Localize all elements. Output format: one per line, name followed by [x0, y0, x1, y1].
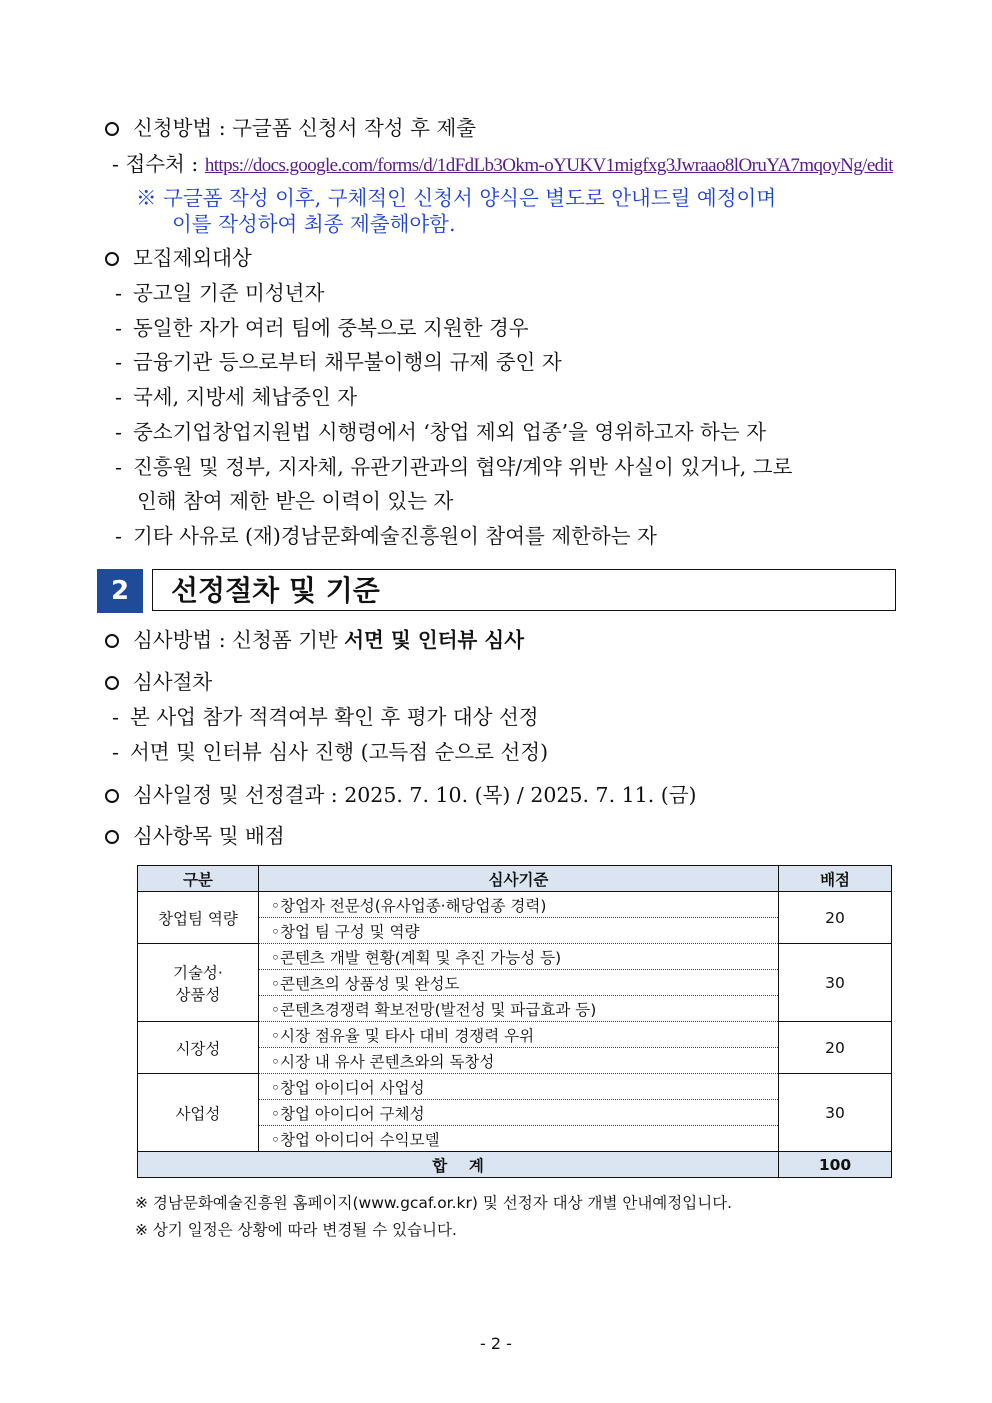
table-row: [138, 892, 892, 918]
score-cell: 20: [779, 892, 892, 944]
footnote: ※ 경남문화예술진흥원 홈페이지(www.gcaf.or.kr) 및 선정자 대상 개별 안내예정입니다.: [135, 1194, 733, 1212]
category-cell: 시장성: [138, 1022, 259, 1074]
note-line-2: 이를 작성하여 최종 제출해야함.: [172, 212, 456, 236]
criteria-cell: ◦창업 아이디어 사업성: [258, 1074, 778, 1100]
apply-method: 신청방법 : 구글폼 신청서 작성 후 제출: [105, 114, 476, 142]
review-method: 심사방법 : 신청폼 기반 서면 및 인터뷰 심사: [105, 626, 524, 654]
list-item: - 중소기업창업지원법 시행령에서 ‘창업 제외 업종’을 영위하고자 하는 자: [115, 420, 766, 444]
list-item: - 국세, 지방세 체납중인 자: [115, 385, 358, 409]
review-schedule: 심사일정 및 선정결과 : 2025. 7. 10. (목) / 2025. 7. 11. (금): [105, 781, 697, 809]
review-items-title: 심사항목 및 배점: [105, 822, 285, 850]
criteria-cell: ◦창업자 전문성(유사업종·해당업종 경력): [258, 892, 778, 918]
header-criteria: 심사기준: [258, 866, 778, 892]
criteria-cell: ◦콘텐츠 개발 현황(계획 및 추진 가능성 등): [258, 944, 778, 970]
list-item: - 진흥원 및 정부, 지자체, 유관기관과의 협약/계약 위반 사실이 있거나, 그로: [115, 455, 793, 479]
review-process-title: 심사절차: [105, 668, 212, 696]
list-item: - 본 사업 참가 적격여부 확인 후 평가 대상 선정: [112, 705, 539, 729]
bullet-circle-icon: [105, 676, 119, 690]
score-table: [137, 865, 892, 1178]
criteria-cell: ◦콘텐츠경쟁력 확보전망(발전성 및 파급효과 등): [258, 996, 778, 1022]
total-row: [138, 1152, 892, 1178]
criteria-cell: ◦창업 아이디어 수익모델: [258, 1126, 778, 1152]
list-item: - 공고일 기준 미성년자: [115, 281, 325, 305]
category-cell: 창업팀 역량: [138, 892, 259, 944]
total-score: 100: [779, 1152, 892, 1178]
list-item: - 기타 사유로 (재)경남문화예술진흥원이 참여를 제한하는 자: [115, 524, 657, 548]
criteria-cell: ◦시장 점유율 및 타사 대비 경쟁력 우위: [258, 1022, 778, 1048]
google-form-link[interactable]: https://docs.google.com/forms/d/1dFdLb3Okm-oYUKV1migfxg3Jwraao8lOruYA7mqoyNg/edit: [204, 155, 893, 176]
note-line-1: ※ 구글폼 작성 이후, 구체적인 신청서 양식은 별도로 안내드릴 예정이며: [136, 186, 777, 210]
table-row: [138, 1074, 892, 1100]
bullet-circle-icon: [105, 830, 119, 844]
score-cell: 30: [779, 1074, 892, 1152]
section-number: 2: [97, 569, 143, 613]
criteria-cell: ◦창업 아이디어 구체성: [258, 1100, 778, 1126]
total-label: 합 계: [138, 1152, 779, 1178]
table-row: [138, 1022, 892, 1048]
receipt-line: - 접수처 : https://docs.google.com/forms/d/1dFdLb3Okm-oYUKV1migfxg3Jwraao8lOruYA7mqoyNg/edit: [112, 152, 893, 176]
criteria-cell: ◦시장 내 유사 콘텐츠와의 독창성: [258, 1048, 778, 1074]
list-item: - 금융기관 등으로부터 채무불이행의 규제 중인 자: [115, 350, 562, 374]
bullet-circle-icon: [105, 252, 119, 266]
header-score: 배점: [779, 866, 892, 892]
list-item: - 서면 및 인터뷰 심사 진행 (고득점 순으로 선정): [112, 740, 549, 764]
bullet-circle-icon: [105, 122, 119, 136]
criteria-cell: ◦콘텐츠의 상품성 및 완성도: [258, 970, 778, 996]
bullet-circle-icon: [105, 789, 119, 803]
page-number: - 2 -: [480, 1334, 512, 1353]
category-cell: 기술성· 상품성: [138, 944, 259, 1022]
exclusion-title: 모집제외대상: [105, 244, 252, 272]
bullet-circle-icon: [105, 634, 119, 648]
score-cell: 20: [779, 1022, 892, 1074]
category-cell: 사업성: [138, 1074, 259, 1152]
section-title: 선정절차 및 기준: [152, 569, 896, 611]
list-item: - 동일한 자가 여러 팀에 중복으로 지원한 경우: [115, 316, 529, 340]
list-item-continued: 인해 참여 제한 받은 이력이 있는 자: [137, 489, 454, 513]
score-cell: 30: [779, 944, 892, 1022]
footnote: ※ 상기 일정은 상황에 따라 변경될 수 있습니다.: [135, 1221, 457, 1239]
table-row: [138, 944, 892, 970]
header-category: 구분: [138, 866, 259, 892]
criteria-cell: ◦창업 팀 구성 및 역량: [258, 918, 778, 944]
table-header-row: [138, 866, 892, 892]
